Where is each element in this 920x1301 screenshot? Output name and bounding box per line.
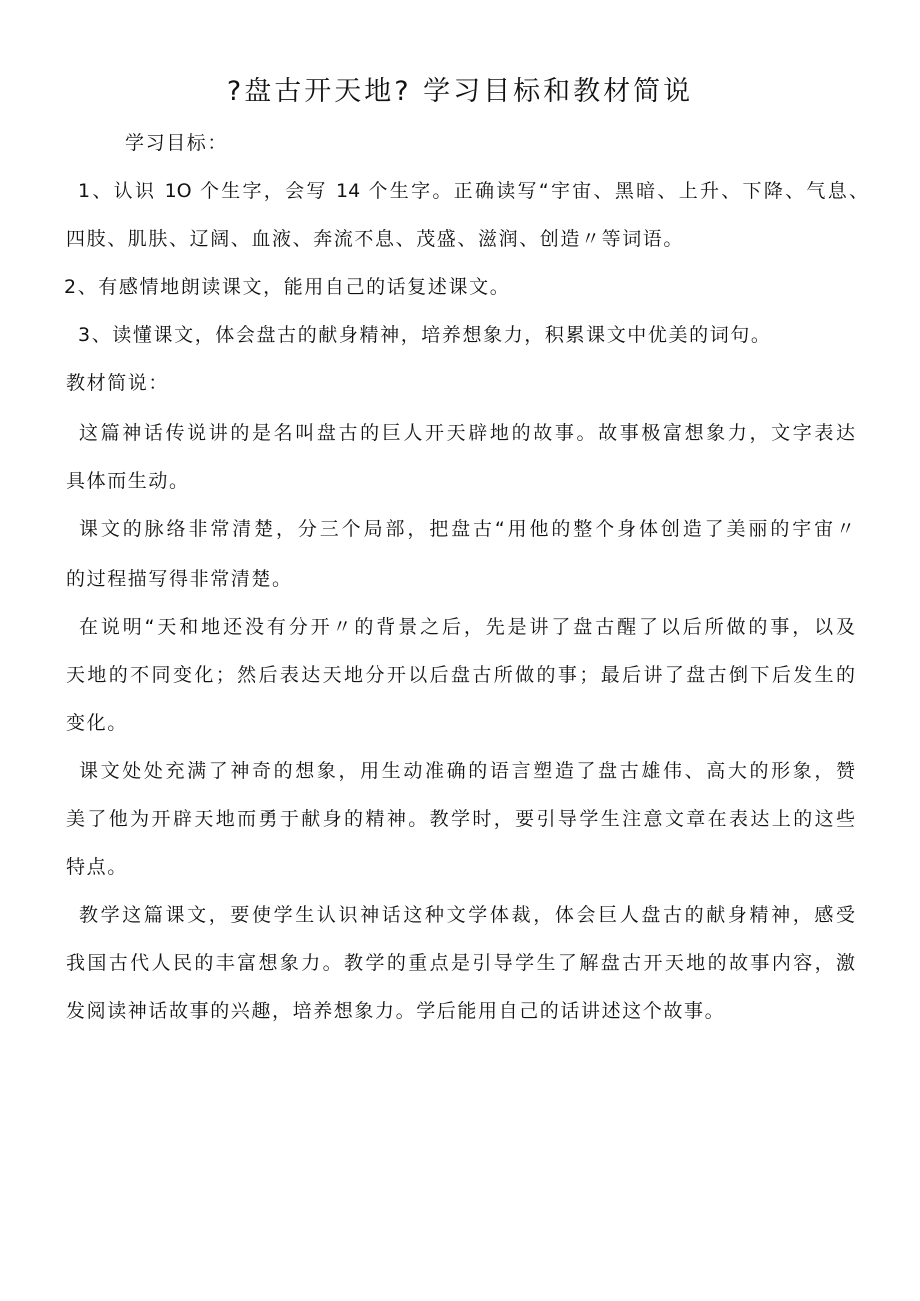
page-title: ?盘古开天地? 学习目标和教材简说 — [226, 76, 694, 107]
textbook-para-4-line-2: 美了他为开辟天地而勇于献身的精神。教学时，要引导学生注意文章在表达上的这些 — [66, 808, 855, 830]
textbook-para-2-line-2: 的过程描写得非常清楚。 — [66, 568, 293, 590]
textbook-para-5-line-2: 我国古代人民的丰富想象力。教学的重点是引导学生了解盘古开天地的故事内容，激 — [66, 952, 855, 974]
textbook-para-1-line-2: 具体而生动。 — [66, 470, 190, 492]
objectives-heading: 学习目标： — [125, 132, 229, 154]
objective-2: 2、有感情地朗读课文，能用自己的话复述课文。 — [64, 276, 511, 298]
textbook-para-2-line-1: 课文的脉络非常清楚，分三个局部，把盘古“用他的整个身体创造了美丽的宇宙〃 — [79, 518, 855, 540]
objective-1-line-2: 四肢、肌肤、辽阔、血液、奔流不息、茂盛、滋润、创造〃等词语。 — [66, 228, 685, 250]
textbook-para-3-line-2: 天地的不同变化；然后表达天地分开以后盘古所做的事；最后讲了盘古倒下后发生的 — [66, 664, 855, 686]
objective-3: 3、读懂课文，体会盘古的献身精神，培养想象力，积累课文中优美的词句。 — [78, 324, 772, 346]
textbook-para-5-line-3: 发阅读神话故事的兴趣，培养想象力。学后能用自己的话讲述这个故事。 — [66, 1000, 726, 1022]
objective-1-line-1: 1、认识 1O 个生字，会写 14 个生字。正确读写“宇宙、黑暗、上升、下降、气息、 — [78, 180, 868, 202]
textbook-para-5-line-1: 教学这篇课文，要使学生认识神话这种文学体裁，体会巨人盘古的献身精神，感受 — [79, 904, 855, 926]
textbook-para-1-line-1: 这篇神话传说讲的是名叫盘古的巨人开天辟地的故事。故事极富想象力，文字表达 — [79, 422, 855, 444]
textbook-para-3-line-3: 变化。 — [66, 712, 128, 734]
textbook-para-4-line-3: 特点。 — [66, 856, 128, 878]
textbook-para-3-line-1: 在说明“天和地还没有分开〃的背景之后，先是讲了盘古醒了以后所做的事，以及 — [79, 616, 855, 638]
textbook-para-4-line-1: 课文处处充满了神奇的想象，用生动准确的语言塑造了盘古雄伟、高大的形象，赞 — [79, 760, 855, 782]
textbook-heading: 教材简说： — [66, 372, 170, 394]
